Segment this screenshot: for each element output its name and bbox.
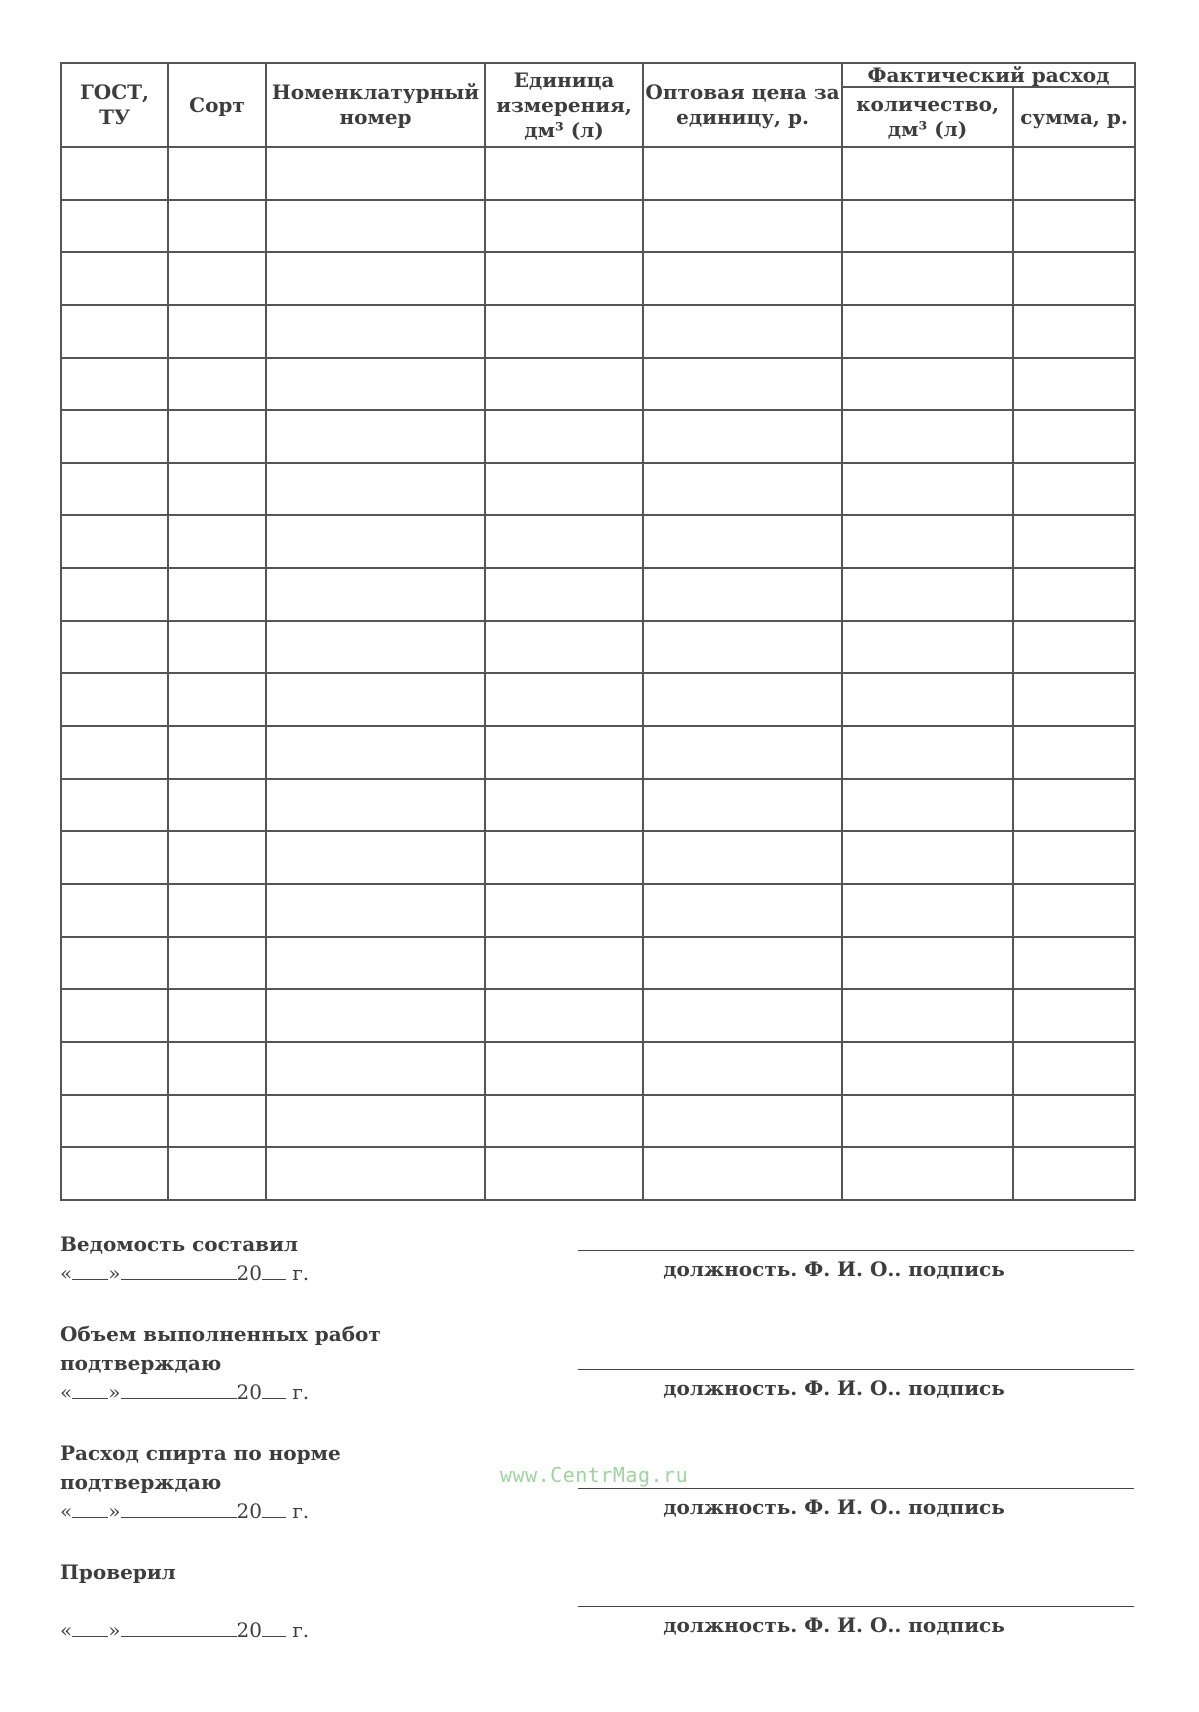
date-line: « » 20 г. — [60, 1618, 310, 1642]
signature-caption: должность. Ф. И. О.. подпись — [663, 1613, 1005, 1637]
table-cell[interactable] — [485, 989, 643, 1042]
table-cell[interactable] — [842, 358, 1013, 411]
ledger-body — [61, 147, 1135, 1200]
table-cell[interactable] — [842, 726, 1013, 779]
table-cell[interactable] — [168, 1095, 266, 1148]
table-cell[interactable] — [168, 463, 266, 516]
table-cell[interactable] — [61, 884, 168, 937]
table-cell[interactable] — [485, 1147, 643, 1200]
table-row — [61, 463, 1135, 516]
table-row — [61, 358, 1135, 411]
table-cell[interactable] — [1013, 463, 1135, 516]
table-cell[interactable] — [61, 568, 168, 621]
table-cell[interactable] — [643, 1147, 842, 1200]
table-row — [61, 410, 1135, 463]
table-cell[interactable] — [61, 937, 168, 990]
table-cell[interactable] — [168, 358, 266, 411]
table-cell[interactable] — [643, 410, 842, 463]
table-cell[interactable] — [61, 147, 168, 200]
table-cell[interactable] — [168, 410, 266, 463]
signature-caption: должность. Ф. И. О.. подпись — [663, 1257, 1005, 1281]
signature-block-compiled — [60, 1230, 309, 1288]
table-cell[interactable] — [266, 463, 485, 516]
table-cell[interactable] — [842, 568, 1013, 621]
signature-line-compiled — [578, 1250, 1134, 1281]
month-blank[interactable] — [121, 1499, 237, 1518]
table-cell[interactable] — [485, 358, 643, 411]
year-blank[interactable] — [262, 1618, 286, 1637]
table-cell[interactable] — [1013, 515, 1135, 568]
header-sort: Сорт — [168, 63, 266, 147]
table-cell[interactable] — [643, 937, 842, 990]
table-cell[interactable] — [643, 831, 842, 884]
table-cell[interactable] — [61, 831, 168, 884]
table-cell[interactable] — [1013, 1095, 1135, 1148]
table-row — [61, 726, 1135, 779]
date-line: « » 20 г. — [60, 1261, 310, 1285]
header-actual-consumption: Фактический расход — [842, 63, 1135, 87]
table-cell[interactable] — [1013, 305, 1135, 358]
table-cell[interactable] — [1013, 621, 1135, 674]
table-row — [61, 1095, 1135, 1148]
table-cell[interactable] — [61, 252, 168, 305]
table-cell[interactable] — [842, 305, 1013, 358]
table-cell[interactable] — [168, 937, 266, 990]
table-cell[interactable] — [1013, 937, 1135, 990]
table-cell[interactable] — [168, 831, 266, 884]
table-cell[interactable] — [266, 147, 485, 200]
table-cell[interactable] — [1013, 252, 1135, 305]
table-cell[interactable] — [485, 884, 643, 937]
table-cell[interactable] — [168, 252, 266, 305]
table-cell[interactable] — [266, 621, 485, 674]
table-cell[interactable] — [842, 252, 1013, 305]
table-row — [61, 989, 1135, 1042]
table-cell[interactable] — [1013, 1042, 1135, 1095]
table-cell[interactable] — [643, 884, 842, 937]
table-row — [61, 1147, 1135, 1200]
year-blank[interactable] — [262, 1499, 286, 1518]
table-row — [61, 884, 1135, 937]
table-cell[interactable] — [842, 673, 1013, 726]
signature-rule[interactable] — [578, 1250, 1134, 1251]
table-cell[interactable] — [61, 358, 168, 411]
table-cell[interactable] — [61, 621, 168, 674]
table-cell[interactable] — [1013, 147, 1135, 200]
table-cell[interactable] — [485, 568, 643, 621]
table-cell[interactable] — [485, 200, 643, 253]
table-cell[interactable] — [643, 147, 842, 200]
table-cell[interactable] — [643, 1095, 842, 1148]
table-row — [61, 305, 1135, 358]
table-cell[interactable] — [643, 305, 842, 358]
table-cell[interactable] — [643, 1042, 842, 1095]
table-cell[interactable] — [1013, 779, 1135, 832]
signature-rule[interactable] — [578, 1606, 1134, 1607]
signature-block-alcohol-norm — [60, 1439, 360, 1526]
table-cell[interactable] — [61, 726, 168, 779]
signature-label: Проверил — [60, 1560, 176, 1584]
table-cell[interactable] — [168, 305, 266, 358]
day-blank[interactable] — [72, 1261, 108, 1280]
table-cell[interactable] — [643, 252, 842, 305]
table-cell[interactable] — [266, 937, 485, 990]
table-cell[interactable] — [1013, 884, 1135, 937]
table-cell[interactable] — [61, 515, 168, 568]
signature-rule[interactable] — [578, 1488, 1134, 1489]
table-cell[interactable] — [168, 673, 266, 726]
header-quantity: количество, дм³ (л) — [842, 87, 1013, 147]
table-cell[interactable] — [485, 621, 643, 674]
day-blank[interactable] — [72, 1380, 108, 1399]
signature-label: Ведомость составил — [60, 1232, 298, 1256]
table-cell[interactable] — [61, 200, 168, 253]
table-cell[interactable] — [168, 147, 266, 200]
table-cell[interactable] — [168, 1042, 266, 1095]
table-cell[interactable] — [643, 989, 842, 1042]
table-row — [61, 515, 1135, 568]
table-row — [61, 147, 1135, 200]
table-cell[interactable] — [168, 779, 266, 832]
table-row — [61, 673, 1135, 726]
table-cell[interactable] — [842, 515, 1013, 568]
table-cell[interactable] — [643, 779, 842, 832]
table-cell[interactable] — [842, 463, 1013, 516]
table-cell[interactable] — [266, 305, 485, 358]
table-cell[interactable] — [61, 305, 168, 358]
table-cell[interactable] — [266, 200, 485, 253]
table-cell[interactable] — [61, 989, 168, 1042]
signature-block-checked — [60, 1558, 309, 1645]
table-cell[interactable] — [485, 1042, 643, 1095]
table-cell[interactable] — [266, 726, 485, 779]
table-cell[interactable] — [266, 1042, 485, 1095]
table-cell[interactable] — [842, 200, 1013, 253]
table-cell[interactable] — [168, 989, 266, 1042]
table-cell[interactable] — [61, 463, 168, 516]
header-wholesale-price: Оптовая цена за единицу, р. — [643, 63, 842, 147]
table-cell[interactable] — [485, 252, 643, 305]
table-cell[interactable] — [266, 515, 485, 568]
header-sum: сумма, р. — [1013, 87, 1135, 147]
table-cell[interactable] — [266, 779, 485, 832]
table-cell[interactable] — [1013, 726, 1135, 779]
date-line: « » 20 г. — [60, 1499, 310, 1523]
table-cell[interactable] — [485, 726, 643, 779]
table-cell[interactable] — [168, 621, 266, 674]
table-row — [61, 621, 1135, 674]
year-blank[interactable] — [262, 1261, 286, 1280]
table-cell[interactable] — [266, 410, 485, 463]
table-cell[interactable] — [168, 200, 266, 253]
table-cell[interactable] — [1013, 200, 1135, 253]
table-cell[interactable] — [485, 1095, 643, 1148]
signature-line-checked — [578, 1606, 1134, 1637]
table-cell[interactable] — [485, 410, 643, 463]
table-row — [61, 1042, 1135, 1095]
table-cell[interactable] — [842, 1095, 1013, 1148]
table-cell[interactable] — [266, 1147, 485, 1200]
table-cell[interactable] — [61, 1042, 168, 1095]
table-cell[interactable] — [1013, 989, 1135, 1042]
day-blank[interactable] — [72, 1618, 108, 1637]
signature-caption: должность. Ф. И. О.. подпись — [663, 1376, 1005, 1400]
table-cell[interactable] — [1013, 673, 1135, 726]
signature-label: Объем выполненных работ подтверждаю — [60, 1322, 381, 1375]
table-cell[interactable] — [842, 1042, 1013, 1095]
day-blank[interactable] — [72, 1499, 108, 1518]
header-gost: ГОСТ, ТУ — [61, 63, 168, 147]
table-cell[interactable] — [1013, 1147, 1135, 1200]
table-cell[interactable] — [61, 1095, 168, 1148]
table-row — [61, 831, 1135, 884]
table-cell[interactable] — [643, 463, 842, 516]
table-cell[interactable] — [168, 568, 266, 621]
signature-rule[interactable] — [578, 1369, 1134, 1370]
table-cell[interactable] — [1013, 568, 1135, 621]
table-cell[interactable] — [266, 884, 485, 937]
expense-ledger-table — [60, 62, 1136, 1201]
table-cell[interactable] — [266, 831, 485, 884]
table-cell[interactable] — [842, 937, 1013, 990]
table-cell[interactable] — [643, 200, 842, 253]
month-blank[interactable] — [121, 1261, 237, 1280]
table-cell[interactable] — [168, 726, 266, 779]
table-cell[interactable] — [485, 673, 643, 726]
table-row — [61, 937, 1135, 990]
table-row — [61, 200, 1135, 253]
table-cell[interactable] — [643, 358, 842, 411]
month-blank[interactable] — [121, 1380, 237, 1399]
table-cell[interactable] — [643, 515, 842, 568]
table-cell[interactable] — [168, 515, 266, 568]
table-cell[interactable] — [1013, 358, 1135, 411]
table-cell[interactable] — [485, 463, 643, 516]
table-cell[interactable] — [643, 726, 842, 779]
table-cell[interactable] — [266, 252, 485, 305]
signature-label: Расход спирта по норме подтверждаю — [60, 1441, 341, 1494]
table-cell[interactable] — [643, 621, 842, 674]
table-cell[interactable] — [266, 673, 485, 726]
table-cell[interactable] — [1013, 410, 1135, 463]
signature-caption: должность. Ф. И. О.. подпись — [663, 1495, 1005, 1519]
table-row — [61, 252, 1135, 305]
table-cell[interactable] — [266, 989, 485, 1042]
signature-line-alcohol-norm — [578, 1488, 1134, 1519]
table-cell[interactable] — [266, 1095, 485, 1148]
table-cell[interactable] — [61, 673, 168, 726]
table-cell[interactable] — [61, 410, 168, 463]
table-cell[interactable] — [842, 884, 1013, 937]
signature-line-work-volume — [578, 1369, 1134, 1400]
table-cell[interactable] — [168, 1147, 266, 1200]
table-cell[interactable] — [842, 989, 1013, 1042]
table-cell[interactable] — [842, 147, 1013, 200]
table-cell[interactable] — [1013, 831, 1135, 884]
table-cell[interactable] — [485, 147, 643, 200]
month-blank[interactable] — [121, 1618, 237, 1637]
table-cell[interactable] — [485, 515, 643, 568]
table-cell[interactable] — [643, 568, 842, 621]
table-cell[interactable] — [485, 831, 643, 884]
table-cell[interactable] — [485, 779, 643, 832]
header-nomenclature-number: Номенклатурный номер — [266, 63, 485, 147]
table-cell[interactable] — [643, 673, 842, 726]
signature-block-work-volume — [60, 1320, 390, 1407]
header-unit: Единица измерения, дм³ (л) — [485, 63, 643, 147]
table-cell[interactable] — [485, 937, 643, 990]
table-row — [61, 779, 1135, 832]
year-blank[interactable] — [262, 1380, 286, 1399]
table-cell[interactable] — [61, 1147, 168, 1200]
table-cell[interactable] — [842, 779, 1013, 832]
date-line: « » 20 г. — [60, 1380, 310, 1404]
table-cell[interactable] — [842, 621, 1013, 674]
table-cell[interactable] — [266, 568, 485, 621]
table-cell[interactable] — [842, 410, 1013, 463]
table-cell[interactable] — [842, 831, 1013, 884]
table-cell[interactable] — [61, 779, 168, 832]
table-cell[interactable] — [485, 305, 643, 358]
watermark: www.CentrMag.ru — [500, 1463, 689, 1487]
table-row — [61, 568, 1135, 621]
table-cell[interactable] — [168, 884, 266, 937]
table-cell[interactable] — [842, 1147, 1013, 1200]
table-cell[interactable] — [266, 358, 485, 411]
